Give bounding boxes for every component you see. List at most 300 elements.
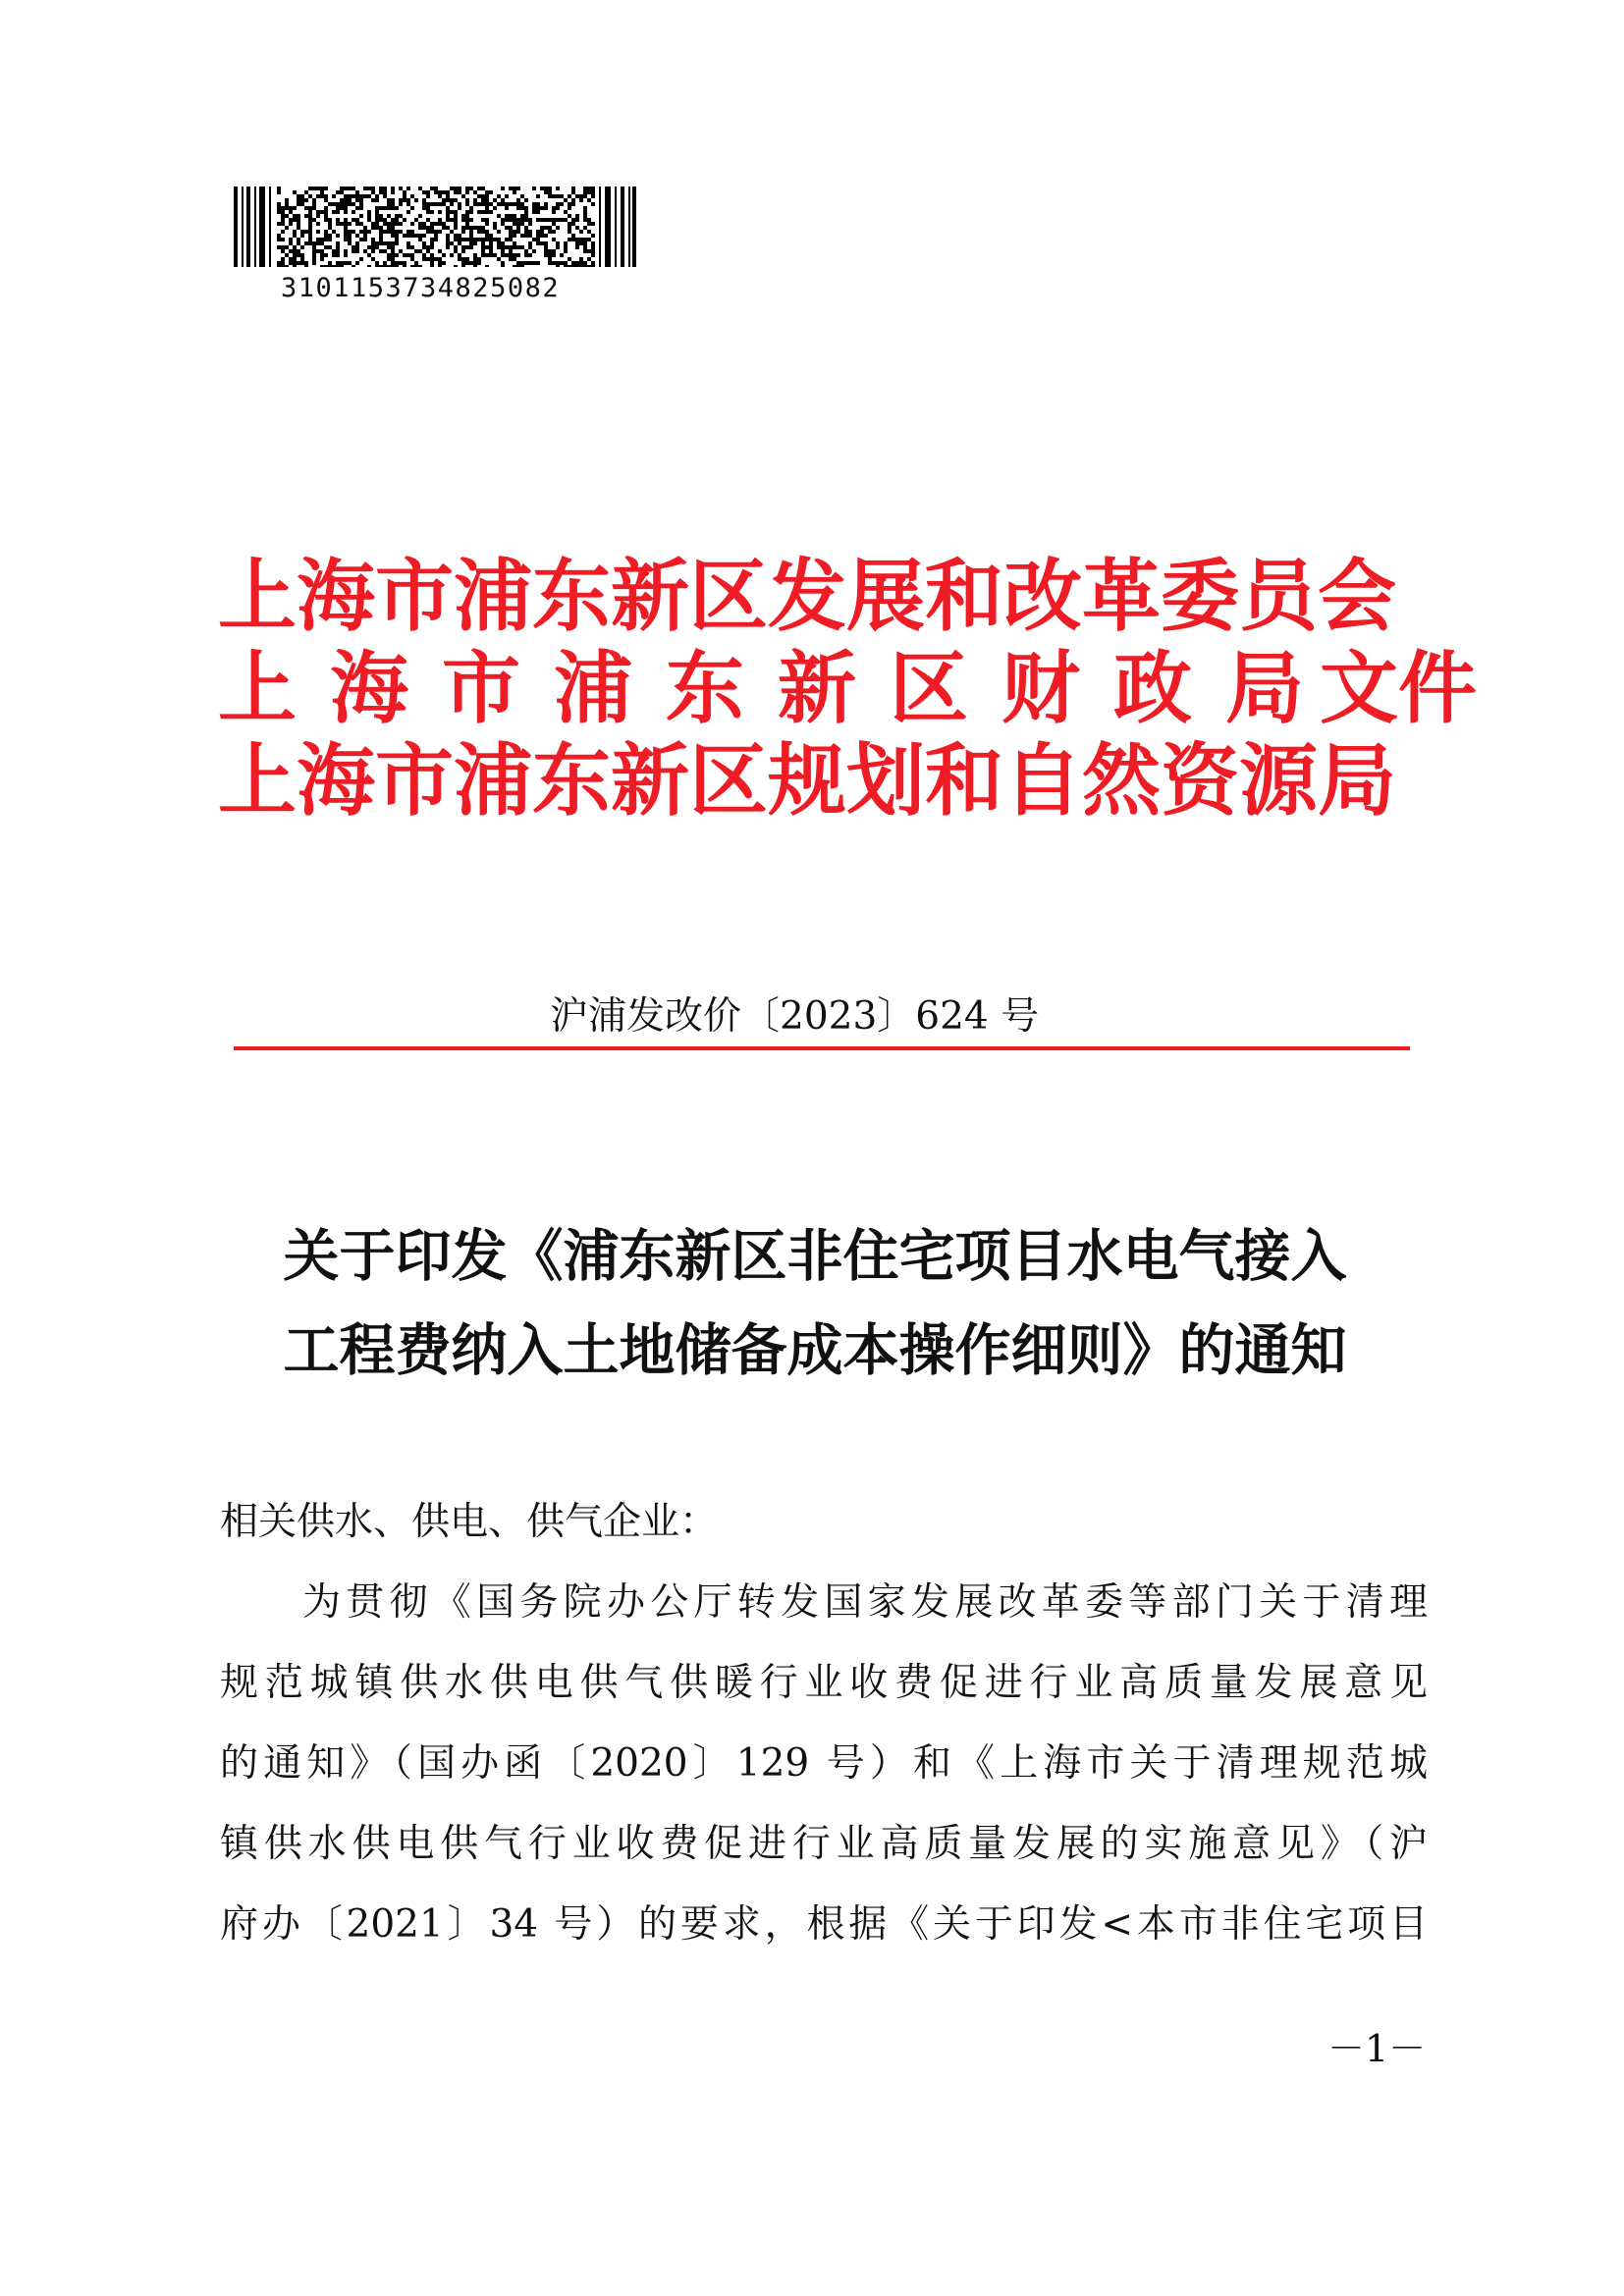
body-line-5: 府办〔2021〕34 号）的要求，根据《关于印发<本市非住宅项目: [220, 1902, 1428, 1947]
barcode-cell: [493, 226, 497, 230]
issuer-document-suffix: 文件: [1320, 642, 1477, 734]
barcode-cell: [458, 206, 461, 210]
barcode-cell: [324, 230, 328, 234]
barcode-cell: [289, 222, 293, 226]
barcode-cell: [481, 241, 485, 245]
barcode-cell: [328, 218, 332, 222]
barcode-cell: [560, 194, 564, 198]
barcode-cell: [426, 226, 430, 230]
barcode-cell: [446, 214, 450, 218]
barcode-cell: [501, 249, 505, 253]
barcode-cell: [536, 230, 540, 234]
barcode-cell: [513, 245, 516, 249]
barcode-cell: [426, 190, 430, 194]
barcode-cell: [583, 226, 587, 230]
barcode-cell: [308, 214, 312, 218]
barcode-cell: [481, 230, 485, 234]
barcode-cell: [395, 253, 399, 257]
barcode-cell: [571, 234, 575, 238]
barcode-cell: [583, 238, 587, 241]
barcode-cell: [375, 222, 379, 226]
barcode-cell: [497, 202, 501, 206]
barcode-cell: [575, 194, 579, 198]
barcode-cell: [308, 187, 312, 190]
issuer-line-2-text: 上海市浦东新区财政局: [218, 642, 1337, 734]
barcode-cell: [513, 230, 516, 234]
barcode-cell: [340, 265, 344, 267]
barcode-cell: [387, 198, 391, 202]
barcode-cell: [387, 222, 391, 226]
barcode-cell: [312, 206, 316, 210]
barcode-cell: [277, 202, 281, 206]
barcode-cell: [383, 265, 387, 267]
barcode-cell: [438, 202, 442, 206]
barcode-cell: [477, 257, 481, 261]
barcode-cell: [485, 218, 489, 222]
barcode-cell: [509, 214, 513, 218]
barcode-cell: [324, 265, 328, 267]
barcode-cell: [344, 238, 348, 241]
barcode-cell: [465, 218, 469, 222]
barcode-cell: [406, 234, 410, 238]
barcode-cell: [477, 238, 481, 241]
barcode-cell: [579, 230, 583, 234]
barcode-cell: [591, 202, 595, 206]
barcode-cell: [297, 249, 300, 253]
barcode-cell: [403, 190, 406, 194]
barcode-cell: [316, 222, 320, 226]
document-title: [216, 1209, 1414, 1398]
barcode-cell: [556, 245, 560, 249]
barcode-cell: [473, 198, 477, 202]
barcode-cell: [438, 218, 442, 222]
barcode-cell: [591, 265, 595, 267]
barcode-cell: [406, 202, 410, 206]
barcode-cell: [348, 261, 352, 265]
barcode-cell: [340, 206, 344, 210]
barcode-cell: [324, 210, 328, 214]
barcode-cell: [513, 265, 516, 267]
barcode-cell: [552, 210, 556, 214]
barcode-cell: [524, 226, 528, 230]
barcode-cell: [375, 241, 379, 245]
barcode-cell: [434, 202, 438, 206]
barcode-cell: [552, 218, 556, 222]
barcode-cell: [395, 241, 399, 245]
barcode-cell: [308, 222, 312, 226]
barcode-cell: [430, 241, 434, 245]
barcode-cell: [489, 245, 493, 249]
issuing-authorities: [218, 550, 1494, 827]
barcode-cell: [383, 261, 387, 265]
barcode-cell: [348, 241, 352, 245]
barcode-cell: [544, 234, 548, 238]
title-line-1: 关于印发《浦东新区非住宅项目水电气接入: [283, 1223, 1347, 1289]
barcode-cell: [556, 226, 560, 230]
barcode-cell: [501, 202, 505, 206]
barcode-cell: [328, 265, 332, 267]
barcode-cell: [336, 234, 340, 238]
barcode-cell: [571, 198, 575, 202]
barcode-cell: [501, 261, 505, 265]
barcode-cell: [571, 238, 575, 241]
barcode-cell: [418, 222, 422, 226]
barcode-cell: [324, 198, 328, 202]
barcode-cell: [434, 234, 438, 238]
barcode-cell: [285, 206, 289, 210]
barcode-number: 3101153734825082: [281, 273, 561, 303]
barcode-graphic: [234, 187, 636, 267]
barcode-cell: [410, 257, 414, 261]
barcode-cell: [281, 218, 285, 222]
barcode-cell: [293, 249, 297, 253]
barcode-cell: [516, 261, 520, 265]
barcode-cell: [293, 261, 297, 265]
barcode-cell: [320, 238, 324, 241]
barcode-cell: [281, 238, 285, 241]
barcode-cell: [422, 198, 426, 202]
barcode-cell: [289, 257, 293, 261]
barcode-cell: [568, 257, 571, 261]
barcode-cell: [505, 253, 509, 257]
barcode-cell: [418, 265, 422, 267]
barcode-cell: [520, 245, 524, 249]
barcode-cell: [304, 261, 308, 265]
barcode-cell: [430, 202, 434, 206]
barcode-cell: [367, 210, 371, 214]
barcode-cell: [528, 234, 532, 238]
barcode-cell: [430, 245, 434, 249]
barcode-cell: [399, 230, 403, 234]
barcode-cell: [406, 245, 410, 249]
barcode-cell: [391, 257, 395, 261]
barcode-cell: [438, 194, 442, 198]
barcode-cell: [363, 230, 367, 234]
barcode-cell: [375, 210, 379, 214]
barcode-cell: [469, 261, 473, 265]
barcode-cell: [536, 202, 540, 206]
barcode-cell: [344, 202, 348, 206]
barcode-cell: [587, 257, 591, 261]
barcode-cell: [509, 249, 513, 253]
barcode-cell: [293, 206, 297, 210]
barcode-cell: [591, 234, 595, 238]
barcode-cell: [461, 261, 465, 265]
barcode-cell: [564, 265, 568, 267]
barcode-cell: [489, 238, 493, 241]
barcode-cell: [591, 187, 595, 190]
barcode-cell: [438, 265, 442, 267]
barcode-cell: [289, 241, 293, 245]
barcode-cell: [355, 234, 359, 238]
barcode-cell: [489, 190, 493, 194]
barcode-cell: [293, 190, 297, 194]
barcode-cell: [281, 206, 285, 210]
barcode-cell: [587, 198, 591, 202]
barcode-cell: [568, 202, 571, 206]
barcode-cell: [344, 261, 348, 265]
barcode-cell: [560, 218, 564, 222]
barcode-cell: [501, 253, 505, 257]
barcode-cell: [422, 234, 426, 238]
barcode-cell: [430, 187, 434, 190]
barcode-cell: [320, 265, 324, 267]
barcode-cell: [395, 206, 399, 210]
barcode-cell: [371, 222, 375, 226]
barcode-cell: [458, 190, 461, 194]
barcode-cell: [556, 194, 560, 198]
barcode-cell: [359, 230, 363, 234]
barcode-cell: [579, 261, 583, 265]
barcode-cell: [454, 234, 458, 238]
barcode-cell: [450, 253, 454, 257]
barcode-cell: [312, 241, 316, 245]
barcode-cell: [308, 234, 312, 238]
barcode-cell: [277, 206, 281, 210]
barcode-cell: [548, 230, 552, 234]
barcode-cell: [520, 202, 524, 206]
barcode-cell: [473, 190, 477, 194]
barcode-cell: [371, 245, 375, 249]
barcode-cell: [516, 245, 520, 249]
barcode-cell: [481, 210, 485, 214]
barcode-cell: [300, 253, 304, 257]
barcode-cell: [320, 187, 324, 190]
barcode-cell: [348, 187, 352, 190]
barcode-cell: [528, 253, 532, 257]
barcode-cell: [575, 226, 579, 230]
barcode-cell: [438, 249, 442, 253]
barcode-cell: [391, 226, 395, 230]
barcode-cell: [395, 234, 399, 238]
barcode-cell: [434, 187, 438, 190]
barcode-cell: [300, 230, 304, 234]
barcode-cell: [465, 202, 469, 206]
barcode-cell: [524, 198, 528, 202]
barcode-cell: [489, 253, 493, 257]
barcode-cell: [312, 257, 316, 261]
barcode-cell: [328, 245, 332, 249]
barcode-cell: [352, 210, 355, 214]
barcode-cell: [516, 206, 520, 210]
barcode-cell: [509, 253, 513, 257]
barcode-cell: [304, 241, 308, 245]
barcode-cell: [450, 198, 454, 202]
barcode-cell: [383, 218, 387, 222]
barcode-cell: [281, 214, 285, 218]
barcode-cell: [485, 190, 489, 194]
barcode-cell: [575, 265, 579, 267]
barcode-cell: [422, 226, 426, 230]
barcode-cell: [312, 202, 316, 206]
barcode-cell: [324, 238, 328, 241]
barcode-cell: [348, 234, 352, 238]
barcode-cell: [446, 238, 450, 241]
barcode-cell: [536, 234, 540, 238]
barcode-cell: [438, 230, 442, 234]
barcode-cell: [587, 265, 591, 267]
barcode-cell: [383, 206, 387, 210]
barcode-cell: [465, 245, 469, 249]
barcode-cell: [426, 218, 430, 222]
barcode-cell: [524, 214, 528, 218]
barcode-cell: [336, 222, 340, 226]
barcode-cell: [497, 238, 501, 241]
barcode-cell: [293, 265, 297, 267]
barcode-cell: [469, 238, 473, 241]
barcode-cell: [375, 261, 379, 265]
barcode-cell: [328, 238, 332, 241]
barcode-cell: [458, 253, 461, 257]
barcode-cell: [355, 245, 359, 249]
barcode-cell: [524, 210, 528, 214]
barcode-cell: [426, 257, 430, 261]
barcode-cell: [352, 230, 355, 234]
barcode-cell: [438, 210, 442, 214]
barcode-cell: [312, 187, 316, 190]
barcode-cell: [414, 218, 418, 222]
barcode-cell: [556, 202, 560, 206]
barcode-cell: [465, 238, 469, 241]
barcode-cell: [458, 202, 461, 206]
title-line-2: 工程费纳入土地储备成本操作细则》的通知: [283, 1317, 1347, 1383]
barcode-cell: [481, 198, 485, 202]
barcode-cell: [430, 230, 434, 234]
barcode-cell: [403, 194, 406, 198]
barcode-cell: [308, 206, 312, 210]
barcode-cell: [426, 206, 430, 210]
barcode-cell: [406, 198, 410, 202]
barcode-cell: [434, 257, 438, 261]
barcode-cell: [414, 265, 418, 267]
barcode-cell: [528, 241, 532, 245]
barcode-cell: [442, 253, 446, 257]
barcode-cell: [348, 202, 352, 206]
barcode-cell: [422, 245, 426, 249]
barcode-cell: [324, 253, 328, 257]
barcode-cell: [434, 230, 438, 234]
barcode-cell: [391, 190, 395, 194]
barcode-cell: [454, 249, 458, 253]
red-divider-line: [234, 1046, 1410, 1050]
barcode-cell: [324, 234, 328, 238]
barcode-cell: [540, 230, 544, 234]
barcode-cell: [583, 194, 587, 198]
barcode-cell: [304, 206, 308, 210]
barcode-cell: [344, 198, 348, 202]
barcode-cell: [320, 241, 324, 245]
barcode-cell: [403, 198, 406, 202]
body-line-1: 为贯彻《国务院办公厅转发国家发展改革委等部门关于清理: [302, 1580, 1428, 1625]
barcode-cell: [520, 214, 524, 218]
barcode-cell: [536, 218, 540, 222]
barcode-cell: [509, 230, 513, 234]
barcode-cell: [277, 190, 281, 194]
barcode-cell: [513, 187, 516, 190]
barcode-cell: [336, 253, 340, 257]
barcode-cell: [399, 249, 403, 253]
barcode-cell: [587, 249, 591, 253]
barcode-cell: [289, 249, 293, 253]
barcode-cell: [501, 187, 505, 190]
barcode-cell: [442, 261, 446, 265]
barcode-cell: [516, 265, 520, 267]
barcode-cell: [324, 206, 328, 210]
barcode-cell: [363, 187, 367, 190]
barcode-cell: [473, 226, 477, 230]
barcode-cell: [458, 238, 461, 241]
barcode-cell: [497, 194, 501, 198]
barcode-cell: [587, 218, 591, 222]
barcode-cell: [552, 261, 556, 265]
barcode-cell: [300, 245, 304, 249]
barcode-cell: [493, 198, 497, 202]
barcode-cell: [285, 202, 289, 206]
body-line-2: 规范城镇供水供电供气供暖行业收费促进行业高质量发展意见: [220, 1661, 1428, 1705]
barcode-cell: [587, 222, 591, 226]
barcode-cell: [410, 222, 414, 226]
barcode-cell: [391, 241, 395, 245]
barcode-cell: [403, 265, 406, 267]
barcode-cell: [516, 230, 520, 234]
barcode-cell: [316, 238, 320, 241]
barcode-cell: [336, 249, 340, 253]
barcode-cell: [568, 194, 571, 198]
barcode-cell: [442, 222, 446, 226]
barcode-cell: [403, 234, 406, 238]
barcode-cell: [387, 202, 391, 206]
barcode-cell: [355, 249, 359, 253]
barcode-cell: [461, 218, 465, 222]
barcode-cell: [524, 253, 528, 257]
barcode-cell: [281, 245, 285, 249]
barcode-cell: [575, 261, 579, 265]
barcode-cell: [489, 249, 493, 253]
barcode-cell: [509, 238, 513, 241]
barcode-cell: [465, 210, 469, 214]
barcode-cell: [410, 230, 414, 234]
barcode-cell: [587, 190, 591, 194]
barcode-cell: [277, 238, 281, 241]
barcode-cell: [422, 202, 426, 206]
barcode-cell: [571, 265, 575, 267]
barcode-cell: [501, 241, 505, 245]
barcode-cell: [458, 234, 461, 238]
barcode-cell: [524, 206, 528, 210]
barcode-cell: [406, 187, 410, 190]
barcode-cell: [465, 261, 469, 265]
barcode-cell: [355, 190, 359, 194]
barcode-cell: [556, 206, 560, 210]
barcode-cell: [544, 241, 548, 245]
barcode-cell: [403, 218, 406, 222]
barcode-cell: [528, 245, 532, 249]
barcode-cell: [461, 226, 465, 230]
barcode-cell: [293, 230, 297, 234]
barcode-cell: [418, 226, 422, 230]
barcode-cell: [367, 187, 371, 190]
barcode-cell: [395, 238, 399, 241]
barcode-cell: [473, 265, 477, 267]
barcode-cell: [477, 230, 481, 234]
barcode-cell: [481, 249, 485, 253]
barcode-cell: [332, 210, 336, 214]
barcode-cell: [324, 218, 328, 222]
barcode-cell: [552, 230, 556, 234]
barcode-cell: [536, 261, 540, 265]
barcode-cell: [430, 261, 434, 265]
barcode-cell: [355, 198, 359, 202]
